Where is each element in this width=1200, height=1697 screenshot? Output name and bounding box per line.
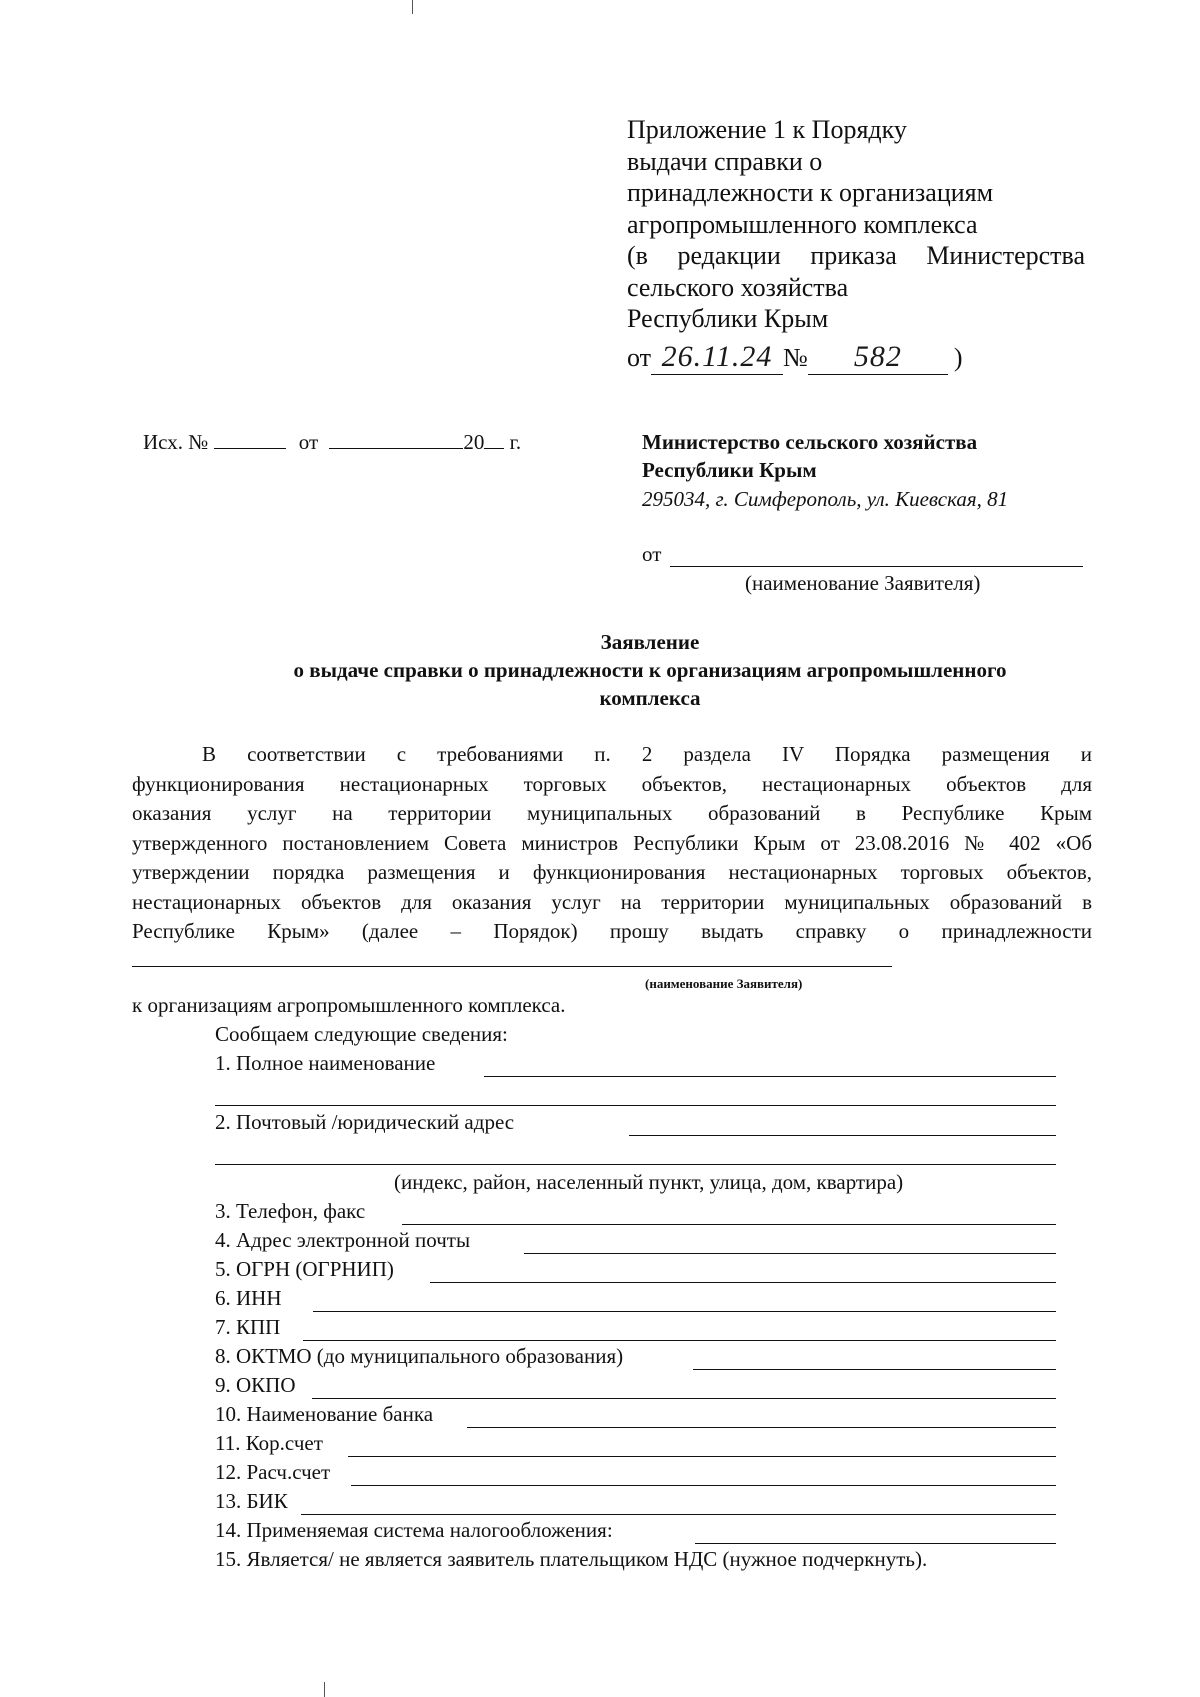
appendix-line-4: агропромышленного комплекса [627,209,978,239]
field-6-label: 6. ИНН [215,1286,282,1310]
order-close-paren: ) [953,343,963,372]
field-13-label: 13. БИК [215,1489,288,1513]
field-8-label: 8. ОКТМО (до муниципального образования) [215,1344,624,1368]
field-5-input[interactable] [430,1282,1056,1283]
body-line-3: оказания услуг на территории муниципальных образований в Республике Крым [132,801,1092,825]
body-line-5: утверждении порядка размещения и функционирования нестационарных торговых объектов, [132,860,1092,884]
recipient-name-1: Министерство сельского хозяйства [642,430,978,454]
applicant-caption: (наименование Заявителя) [745,571,981,595]
outgoing-from: от [298,430,319,454]
outgoing-label: Исх. № [143,430,209,454]
order-no-label: № [783,343,808,372]
field-11-input[interactable] [348,1456,1056,1457]
field-7-input[interactable] [303,1340,1056,1341]
field-14-input[interactable] [695,1543,1056,1544]
appendix-line-1: Приложение 1 к Порядку [627,115,907,144]
field-7-label: 7. КПП [215,1315,281,1339]
recipient-name-2: Республики Крым [642,458,817,482]
body-line-4: утвержденного постановлением Совета министров Республики Крым от 23.08.2016 № 402 «Об [132,830,1092,855]
appendix-line-3: принадлежности к организациям [627,178,994,207]
field-11-label: 11. Кор.счет [215,1431,323,1455]
recipient-address: 295034, г. Симферополь, ул. Киевская, 81 [642,487,1009,511]
field-8-input[interactable] [693,1369,1056,1370]
field-9-input[interactable] [312,1398,1056,1399]
field-2-caption: (индекс, район, населенный пункт, улица, дом, квартира) [394,1170,904,1194]
body-line-7: Республике Крым» (далее – Порядок) прошу выдать справку о принадлежности [132,919,1092,943]
appendix-line-7: Республики Крым [627,304,829,333]
field-1-input[interactable] [484,1076,1056,1077]
field-14-label: 14. Применяемая система налогообложения: [215,1518,613,1542]
field-15-label: 15. Является/ не является заявитель плательщиком НДС (нужное подчеркнуть). [215,1547,928,1571]
field-3-input[interactable] [402,1224,1056,1225]
recipient-from [642,542,661,567]
applicant-name-line [670,566,1083,567]
field-2-input-cont[interactable] [215,1164,1056,1165]
field-13-input[interactable] [301,1514,1056,1515]
doc-title: Заявление [600,630,700,654]
field-10-input[interactable] [467,1427,1056,1428]
outgoing-year: 20 [463,430,485,454]
field-2-label: 2. Почтовый /юридический адрес [215,1110,515,1134]
field-12-label: 12. Расч.счет [215,1460,331,1484]
field-1-input-cont[interactable] [215,1105,1056,1106]
body-continuation: к организациям агропромышленного комплекса. [132,993,566,1017]
scan-mark-bottom [324,1682,325,1697]
applicant-inline-caption: (наименование Заявителя) [645,976,803,991]
appendix-line-2: выдачи справки о [627,146,823,176]
info-intro: Сообщаем следующие сведения: [215,1022,508,1046]
doc-subtitle-1: о выдаче справки о принадлежности к организациям агропромышленного [293,658,1007,682]
field-3-label: 3. Телефон, факс [215,1199,366,1223]
body-line-2: функционирования нестационарных торговых объектов, нестационарных объектов для [132,771,1092,796]
field-4-label: 4. Адрес электронной почты [215,1228,471,1252]
order-date-handwritten: 26.11.24 [661,340,773,373]
applicant-inline-line [132,966,892,967]
body-line-1: В соответствии с требованиями п. 2 раздела IV Порядка размещения и [202,742,1092,766]
order-number-handwritten: 582 [853,340,902,373]
field-4-input[interactable] [524,1253,1056,1254]
body-line-6: нестационарных объектов для оказания услуг на территории муниципальных образований в [132,889,1092,914]
field-6-input[interactable] [313,1311,1056,1312]
field-10-label: 10. Наименование банка [215,1402,434,1426]
field-9-label: 9. ОКПО [215,1373,296,1397]
field-1-label: 1. Полное наименование [215,1051,436,1075]
doc-subtitle-2: комплекса [599,686,701,710]
field-5-label: 5. ОГРН (ОГРНИП) [215,1257,394,1281]
order-ot-label: от [627,343,652,372]
field-12-input[interactable] [351,1485,1056,1486]
field-2-input[interactable] [629,1135,1056,1136]
appendix-line-5: (в редакции приказа Министерства [627,241,1085,270]
outgoing-year-suffix: г. [509,430,522,454]
order-line [627,340,963,375]
appendix-line-6: сельского хозяйства [627,272,849,302]
body-paragraph [132,740,1092,947]
scan-mark-top [412,0,413,14]
appendix-block [627,114,1085,335]
outgoing-ref [143,430,521,455]
recipient-from-label: от [642,542,662,566]
